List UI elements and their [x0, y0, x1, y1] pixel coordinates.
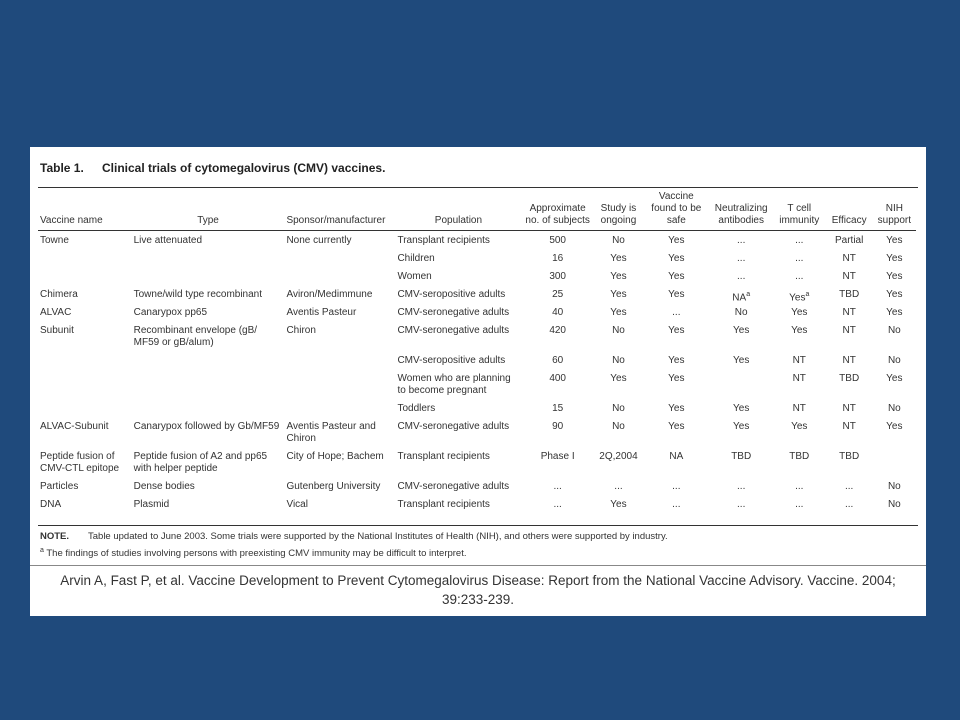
cell: No — [612, 355, 625, 366]
cell: NT — [792, 403, 806, 414]
cell: No — [887, 403, 901, 414]
table-row — [38, 253, 916, 271]
cell: Yes — [886, 421, 903, 432]
citation-divider — [30, 565, 926, 566]
footnote-marker: a — [746, 291, 751, 298]
cell: NT — [842, 355, 856, 366]
table-row — [38, 325, 916, 355]
cell: NT — [842, 271, 856, 282]
cell — [132, 355, 285, 373]
cell: Vical — [286, 499, 308, 510]
table-footnote — [40, 547, 467, 559]
top-rule — [38, 187, 918, 188]
cell: ... — [614, 481, 623, 492]
cell — [710, 373, 773, 403]
col-header-population: Population — [434, 215, 483, 226]
cell: DNA — [40, 499, 62, 510]
cell — [132, 253, 285, 271]
cell: Subunit — [40, 325, 74, 336]
cell-text: Yes — [789, 292, 806, 304]
col-header-neutralizing: Neutralizing antibodies — [714, 203, 768, 226]
cell: 300 — [549, 271, 566, 282]
col-header-type: Type — [197, 215, 219, 226]
cell: NT — [842, 325, 856, 336]
cell: 60 — [552, 355, 564, 366]
cell — [873, 451, 916, 481]
cell: CMV-seronegative adults — [397, 421, 510, 432]
citation: Arvin A, Fast P, et al. Vaccine Development to Prevent Cytomegalovirus Disease: Report from the National Vaccine Advisory. Vaccine. 2004; 39:233-239. — [60, 573, 896, 607]
cell: TBD — [839, 373, 860, 384]
table-row — [38, 451, 916, 481]
table-row — [38, 421, 916, 451]
footnote-marker: a — [805, 291, 810, 298]
cell: ... — [795, 499, 804, 510]
cell: NT — [842, 253, 856, 264]
cell: Yes — [733, 325, 750, 336]
cell: Yes — [610, 271, 627, 282]
cell: Phase I — [540, 451, 575, 462]
table-row — [38, 373, 916, 403]
cell: Aventis Pasteur — [286, 307, 357, 318]
col-header-sponsor: Sponsor/manufacturer — [286, 215, 386, 226]
cell: Towne — [40, 235, 69, 246]
cell: Yes — [733, 421, 750, 432]
cell: ... — [672, 307, 681, 318]
cell — [284, 373, 395, 403]
cell: Toddlers — [397, 403, 436, 414]
cell: No — [612, 235, 625, 246]
cell — [284, 355, 395, 373]
cell — [773, 289, 826, 307]
footnote-text: The findings of studies involving persons with preexisting CMV immunity may be difficult to interpret. — [46, 548, 467, 560]
cell: NT — [792, 373, 806, 384]
cell: 40 — [552, 307, 564, 318]
cell: NT — [842, 421, 856, 432]
cell: Yes — [610, 499, 627, 510]
cell: No — [612, 403, 625, 414]
table-row — [38, 481, 916, 499]
cell: Aviron/Medimmune — [286, 289, 373, 300]
cell — [38, 253, 132, 271]
cell: NA — [669, 451, 684, 462]
cell: No — [734, 307, 748, 318]
cell: ALVAC — [40, 307, 72, 318]
cell: 90 — [552, 421, 564, 432]
bottom-rule — [38, 525, 918, 526]
header-row — [38, 191, 916, 231]
table-note — [40, 531, 668, 542]
cell: 25 — [552, 289, 564, 300]
cell: ... — [795, 271, 804, 282]
cell: Canarypox pp65 — [133, 307, 208, 318]
cell — [38, 355, 132, 373]
cell: Chimera — [40, 289, 78, 300]
cell: Women who are planning to become pregnant — [397, 373, 511, 396]
cell: TBD — [731, 451, 752, 462]
cell: Yes — [886, 307, 903, 318]
cell: Peptide fusion of A2 and pp65 with helper peptide — [133, 451, 268, 474]
cell: ALVAC-Subunit — [40, 421, 109, 432]
cell: 2Q,2004 — [599, 451, 638, 462]
cell: No — [887, 499, 901, 510]
cell: Yes — [791, 421, 808, 432]
cell — [284, 403, 395, 421]
table-row — [38, 289, 916, 307]
cell: CMV-seronegative adults — [397, 307, 510, 318]
cell: City of Hope; Bachem — [286, 451, 384, 462]
cell: ... — [672, 481, 681, 492]
cell: ... — [737, 481, 746, 492]
cell: TBD — [839, 451, 860, 462]
cell: Yes — [886, 271, 903, 282]
cell: Yes — [886, 373, 903, 384]
cell: Live attenuated — [133, 235, 203, 246]
cell: Yes — [668, 421, 685, 432]
cell — [284, 253, 395, 271]
cell: ... — [672, 499, 681, 510]
cell: None currently — [286, 235, 352, 246]
cell: Recombinant envelope (gB/ MF59 or gB/alum) — [133, 325, 258, 348]
table-row — [38, 271, 916, 289]
cell: NT — [842, 403, 856, 414]
cell: TBD — [789, 451, 810, 462]
cell: ... — [737, 271, 746, 282]
note-label: NOTE. — [40, 531, 70, 542]
cell: Towne/wild type recombinant — [133, 289, 263, 300]
cell: 420 — [549, 325, 566, 336]
cell: ... — [845, 499, 854, 510]
cell: Yes — [610, 373, 627, 384]
cell: No — [887, 355, 901, 366]
col-header-subjects: Approximate no. of subjects — [525, 203, 590, 226]
cell — [38, 403, 132, 421]
col-header-ongoing: Study is ongoing — [600, 203, 637, 226]
footnote-marker: a — [40, 547, 44, 554]
cell: Yes — [668, 253, 685, 264]
cell: Dense bodies — [133, 481, 195, 492]
table-row — [38, 235, 916, 253]
col-header-safe: Vaccine found to be safe — [651, 191, 702, 226]
cell: Transplant recipients — [397, 235, 490, 246]
cell: 16 — [552, 253, 564, 264]
table-row — [38, 355, 916, 373]
cell: Yes — [668, 403, 685, 414]
cell: Yes — [610, 307, 627, 318]
cell — [132, 403, 285, 421]
cell: NT — [842, 307, 856, 318]
cell: ... — [737, 253, 746, 264]
col-header-tcell: T cell immunity — [779, 203, 820, 226]
cell: Yes — [668, 373, 685, 384]
cell — [710, 289, 773, 307]
cell: Particles — [40, 481, 79, 492]
cell: No — [612, 421, 625, 432]
cell: Peptide fusion of CMV-CTL epitope — [40, 451, 120, 474]
cell: ... — [795, 253, 804, 264]
table-row — [38, 307, 916, 325]
cell: 15 — [552, 403, 564, 414]
cell: Yes — [610, 289, 627, 300]
cell — [38, 271, 132, 289]
cell: Yes — [886, 253, 903, 264]
col-header-nih: NIH support — [877, 203, 912, 226]
cell: Transplant recipients — [397, 451, 490, 462]
cell: TBD — [839, 289, 860, 300]
cell: Yes — [668, 289, 685, 300]
vaccine-trials-table — [38, 191, 916, 517]
cell: Yes — [610, 253, 627, 264]
cell: Partial — [835, 235, 864, 246]
cell: ... — [795, 481, 804, 492]
cell: ... — [553, 481, 562, 492]
cell: Chiron — [286, 325, 316, 336]
cell: Yes — [733, 355, 750, 366]
cell: Yes — [733, 403, 750, 414]
cell: CMV-seropositive adults — [397, 355, 506, 366]
table-row — [38, 499, 916, 517]
table-title — [40, 161, 385, 175]
cell: No — [887, 481, 901, 492]
cell: Plasmid — [133, 499, 170, 510]
cell: Yes — [668, 355, 685, 366]
cell: ... — [737, 235, 746, 246]
cell: Children — [397, 253, 435, 264]
cell: ... — [553, 499, 562, 510]
table-panel — [30, 147, 926, 616]
note-text: Table updated to June 2003. Some trials were supported by the National Institutes of Health (NIH), and others were supported by industry. — [88, 531, 668, 542]
cell-text: NA — [732, 292, 747, 304]
cell: ... — [737, 499, 746, 510]
table-row — [38, 403, 916, 421]
cell: Yes — [886, 289, 903, 300]
cell: ... — [795, 235, 804, 246]
cell: NT — [792, 355, 806, 366]
cell: 500 — [549, 235, 566, 246]
cell — [38, 373, 132, 403]
cell: Aventis Pasteur and Chiron — [286, 421, 376, 444]
cell: Canarypox followed by Gb/MF59 — [133, 421, 280, 432]
cell: Yes — [668, 235, 685, 246]
cell: 400 — [549, 373, 566, 384]
table-title-number: Table 1. — [40, 161, 84, 175]
cell: CMV-seronegative adults — [397, 325, 510, 336]
cell: Transplant recipients — [397, 499, 490, 510]
cell: Yes — [668, 325, 685, 336]
cell: Gutenberg University — [286, 481, 381, 492]
cell: Women — [397, 271, 432, 282]
cell: Yes — [791, 325, 808, 336]
cell: Yes — [886, 235, 903, 246]
col-header-efficacy: Efficacy — [831, 215, 867, 226]
cell: ... — [845, 481, 854, 492]
cell — [284, 271, 395, 289]
cell: Yes — [668, 271, 685, 282]
cell: Yes — [791, 307, 808, 318]
cell — [132, 373, 285, 403]
cell: CMV-seropositive adults — [397, 289, 506, 300]
cell — [132, 271, 285, 289]
cell: No — [612, 325, 625, 336]
col-header-vaccine-name: Vaccine name — [40, 215, 103, 226]
table-title-text: Clinical trials of cytomegalovirus (CMV) vaccines. — [102, 161, 386, 175]
cell: No — [887, 325, 901, 336]
cell: CMV-seronegative adults — [397, 481, 510, 492]
